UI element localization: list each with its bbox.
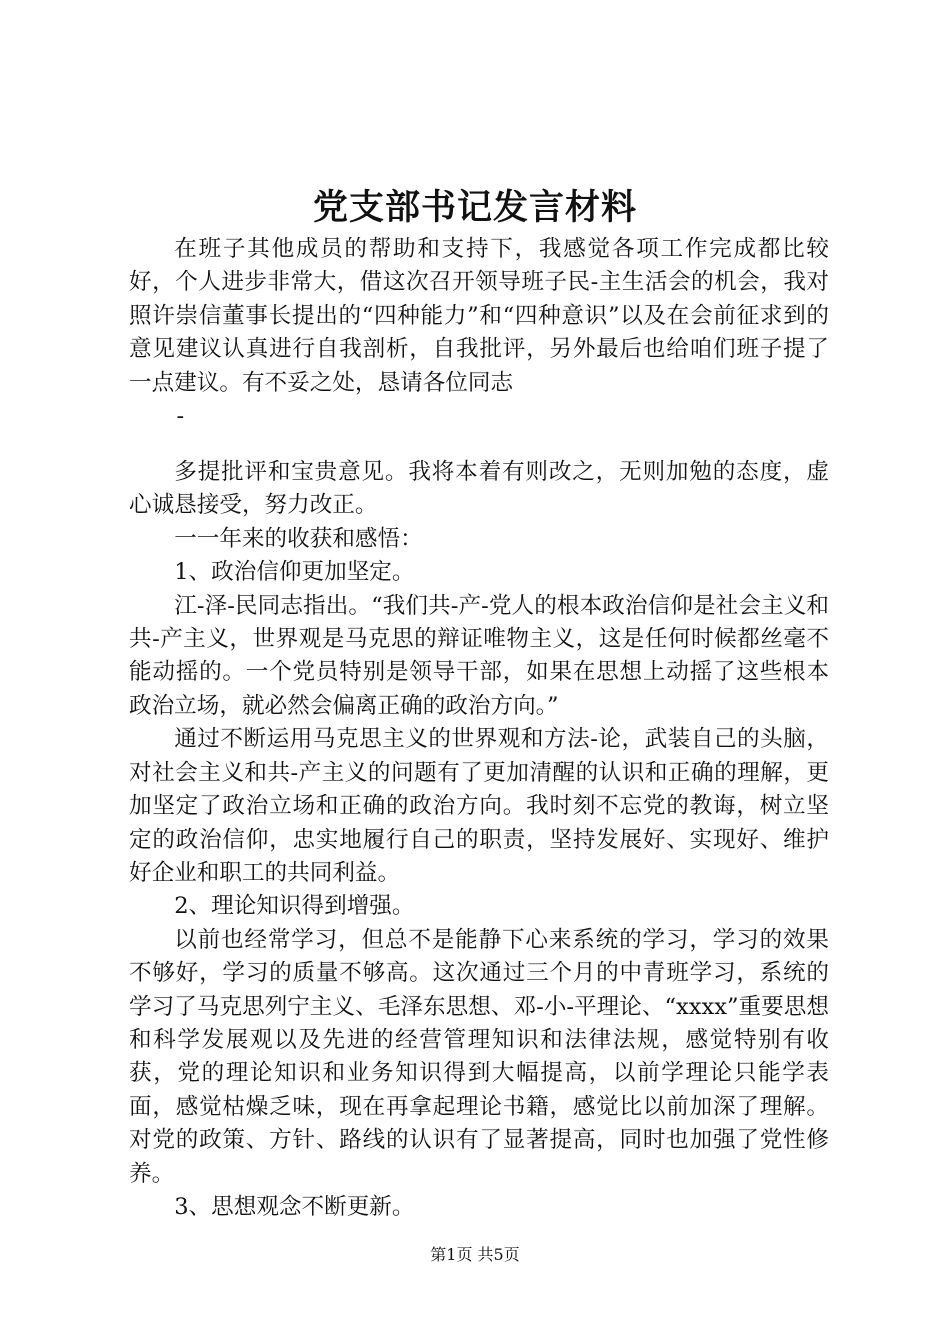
paragraph: 以前也经常学习，但总不是能静下心来系统的学习，学习的效果不够好，学习的质量不够高。这次通过三个月的中青班学习，系统的学习了马克思列宁主义、毛泽东思想、邓-小-平理论、“xxxx”重要思想和科学发展观以及先进的经营管理知识和法律法规，感觉特别有收获，党的理论知识和业务知识得到大幅提高，以前学理论只能学表面，感觉枯燥乏味，现在再拿起理论书籍，感觉比以前加深了理解。对党的政策、方针、路线的认识有了显著提高，同时也加强了党性修养。: [129, 926, 829, 1187]
paragraph: 江-泽-民同志指出。“我们共-产-党人的根本政治信仰是社会主义和共-产主义，世界观是马克思的辩证唯物主义，这是任何时候都丝毫不能动摇的。一个党员特别是领导干部，如果在思想上动摇了这些根本政治立场，就必然会偏离正确的政治方向。”: [129, 592, 829, 719]
page-title: 党支部书记发言材料: [312, 187, 637, 228]
section-heading: 一一年来的收获和感悟：: [174, 525, 423, 552]
paragraph-dash: -: [176, 403, 185, 430]
document-body: [129, 233, 829, 1224]
paragraph: 在班子其他成员的帮助和支持下，我感觉各项工作完成都比较好，个人进步非常大，借这次召开领导班子民-主生活会的机会，我对照许崇信董事长提出的“四种能力”和“四种意识”以及在会前征求到的意见建议认真进行自我剖析，自我批评，另外最后也给咱们班子提了一点建议。有不妥之处，恳请各位同志: [129, 236, 829, 396]
section-heading: 1、政治信仰更加坚定。: [174, 559, 415, 586]
paragraph: 通过不断运用马克思主义的世界观和方法-论，武装自己的头脑，对社会主义和共-产主义的问题有了更加清醒的认识和正确的理解，更加坚定了政治立场和正确的政治方向。我时刻不忘党的教诲，树立坚定的政治信仰，忠实地履行自己的职责，坚持发展好、实现好、维护好企业和职工的共同利益。: [129, 726, 829, 886]
section-heading: 2、理论知识得到增强。: [174, 893, 415, 920]
page-footer: 第1页 共5页: [430, 1245, 520, 1264]
paragraph: 多提批评和宝贵意见。我将本着有则改之，无则加勉的态度，虚心诚恳接受，努力改正。: [129, 459, 829, 519]
section-heading: 3、思想观念不断更新。: [174, 1193, 415, 1220]
